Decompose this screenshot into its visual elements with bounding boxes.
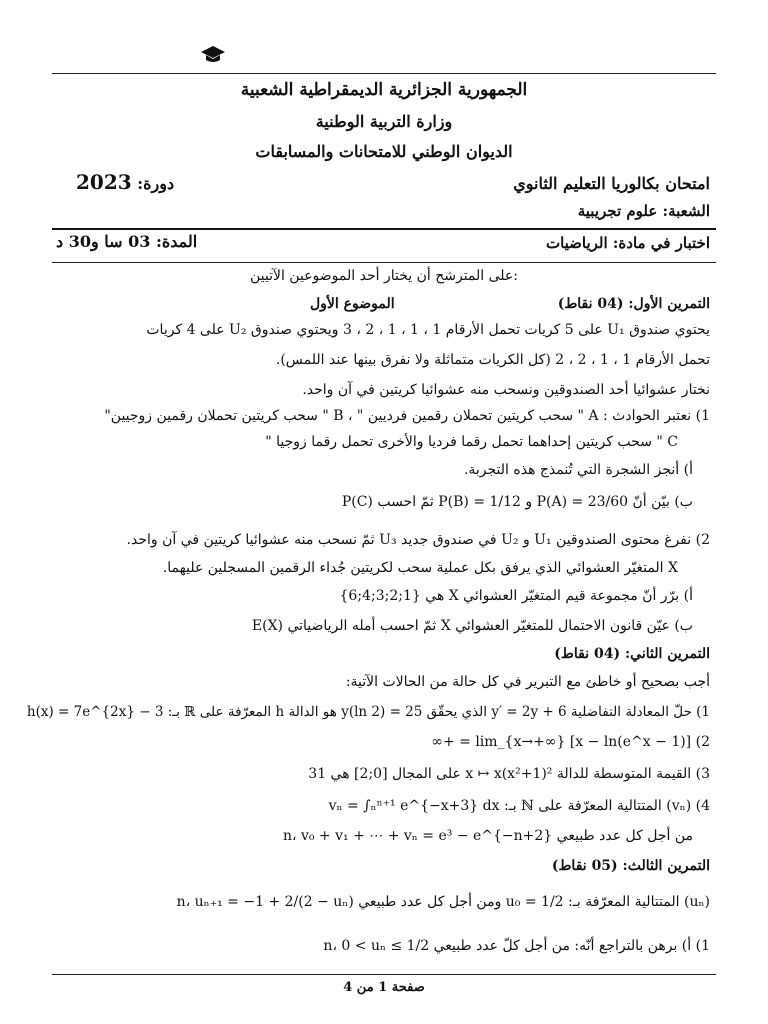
ex1-line-2: تحمل الأرقام 1 ، 1 ، 2 ، 2 (كل الكريات متماثلة ولا نفرق بينها عند اللمس). bbox=[275, 352, 710, 368]
ex1-line-7: ب) بيّن أنّ P(A) = 23/60 و P(B) = 1/12 ثمّ احسب P(C) bbox=[341, 494, 693, 510]
ex2-line-6: من أجل كل عدد طبيعي n، v₀ + v₁ + ⋯ + vₙ = e³ − e^{−n+2} bbox=[282, 828, 693, 844]
ex1-line-5: C " سحب كريتين إحداهما تحمل رقما فرديا والأخرى تحمل رقما زوجيا " bbox=[265, 434, 678, 450]
ex2-line-3: 2) lim_{x→+∞} [x − ln(e^x − 1)] = +∞ bbox=[431, 734, 710, 750]
office-name: الديوان الوطني للامتحانات والمسابقات bbox=[255, 142, 513, 161]
session bbox=[76, 170, 174, 194]
subject-rule-top bbox=[52, 228, 716, 230]
ex1-line-4: 1) نعتبر الحوادث : A " سحب كريتين تحملان رقمين فرديين " ، B " سحب كريتين تحملان رقمين زوجيين" bbox=[104, 408, 710, 424]
republic-name: الجمهورية الجزائرية الديمقراطية الشعبية bbox=[240, 80, 528, 100]
duration-value: 03 سا و30 د bbox=[56, 232, 151, 251]
topic-title: الموضوع الأول bbox=[310, 296, 395, 312]
ministry-name: وزارة التربية الوطنية bbox=[315, 112, 453, 131]
top-rule bbox=[52, 73, 716, 74]
duration bbox=[56, 232, 197, 251]
ex1-title: التمرين الأول: (04 نقاط) bbox=[557, 296, 710, 312]
subject: اختبار في مادة: الرياضيات bbox=[545, 234, 710, 252]
ex1-line-8: 2) نفرغ محتوى الصندوقين U₁ و U₂ في صندوق جديد U₃ ثمّ نسحب منه عشوائيا كريتين في آن واحد. bbox=[126, 532, 710, 548]
ex2-title: التمرين الثاني: (04 نقاط) bbox=[554, 646, 710, 662]
ex1-line-3: نختار عشوائيا أحد الصندوقين ونسحب منه عشوائيا كريتين في آن واحد. bbox=[302, 382, 710, 398]
ex1-line-11: ب) عيّن قانون الاحتمال للمتغيّر العشوائي X ثمّ احسب أمله الرياضياتي E(X) bbox=[251, 618, 693, 634]
page-number: صفحة 1 من 4 bbox=[343, 980, 425, 995]
instruction: على المترشح أن يختار أحد الموضوعين الآتيين: bbox=[249, 268, 518, 284]
branch: الشعبة: علوم تجريبية bbox=[577, 202, 710, 220]
ex2-line-1: أجب بصحيح أو خاطئ مع التبرير في كل حالة من الحالات الآتية: bbox=[345, 674, 710, 690]
ex2-line-5: 4) (vₙ) المتتالية المعرّفة على ℕ بـ: vₙ = ∫ₙⁿ⁺¹ e^{−x+3} dx bbox=[328, 798, 710, 814]
ex2-line-4: 3) القيمة المتوسطة للدالة x ↦ x(x²+1)² على المجال [0;2] هي 31 bbox=[308, 766, 710, 782]
ex1-line-6: أ) أنجز الشجرة التي تُنمذج هذه التجربة. bbox=[463, 462, 693, 478]
ex3-title: التمرين الثالث: (05 نقاط) bbox=[551, 858, 710, 874]
ex3-line-1: (uₙ) المتتالية المعرّفة بـ: u₀ = 1/2 ومن أجل كل عدد طبيعي n، uₙ₊₁ = −1 + 2/(2 − uₙ) bbox=[176, 894, 710, 910]
exam-title: امتحان بكالوريا التعليم الثانوي bbox=[513, 174, 710, 193]
ex1-line-10: أ) برّر أنّ مجموعة قيم المتغيّر العشوائي X هي {1;2;3;4;6} bbox=[339, 588, 693, 604]
ex3-line-2: 1) أ) برهن بالتراجع أنّه: من أجل كلّ عدد طبيعي n، 0 < uₙ ≤ 1/2 bbox=[323, 938, 710, 954]
graduation-cap-icon bbox=[200, 44, 226, 66]
session-year: 2023 bbox=[76, 170, 132, 194]
session-label: دورة: bbox=[137, 174, 175, 193]
ex2-line-2: 1) حلّ المعادلة التفاضلية y′ = 2y + 6 الذي يحقّق y(ln 2) = 25 هو الدالة h المعرّفة على ℝ بـ: h(x) = 7e^{2x} − 3 bbox=[26, 704, 710, 720]
duration-label: المدة: bbox=[155, 232, 198, 251]
ex1-line-1: يحتوي صندوق U₁ على 5 كريات تحمل الأرقام 1 ، 1 ، 1 ، 2 ، 3 ويحتوي صندوق U₂ على 4 كريات bbox=[146, 322, 710, 338]
subject-rule-bottom bbox=[52, 262, 716, 263]
footer-rule bbox=[52, 974, 716, 975]
ex1-line-9: X المتغيّر العشوائي الذي يرفق بكل عملية سحب لكريتين جُداء الرقمين المسجلين عليهما. bbox=[162, 560, 678, 576]
